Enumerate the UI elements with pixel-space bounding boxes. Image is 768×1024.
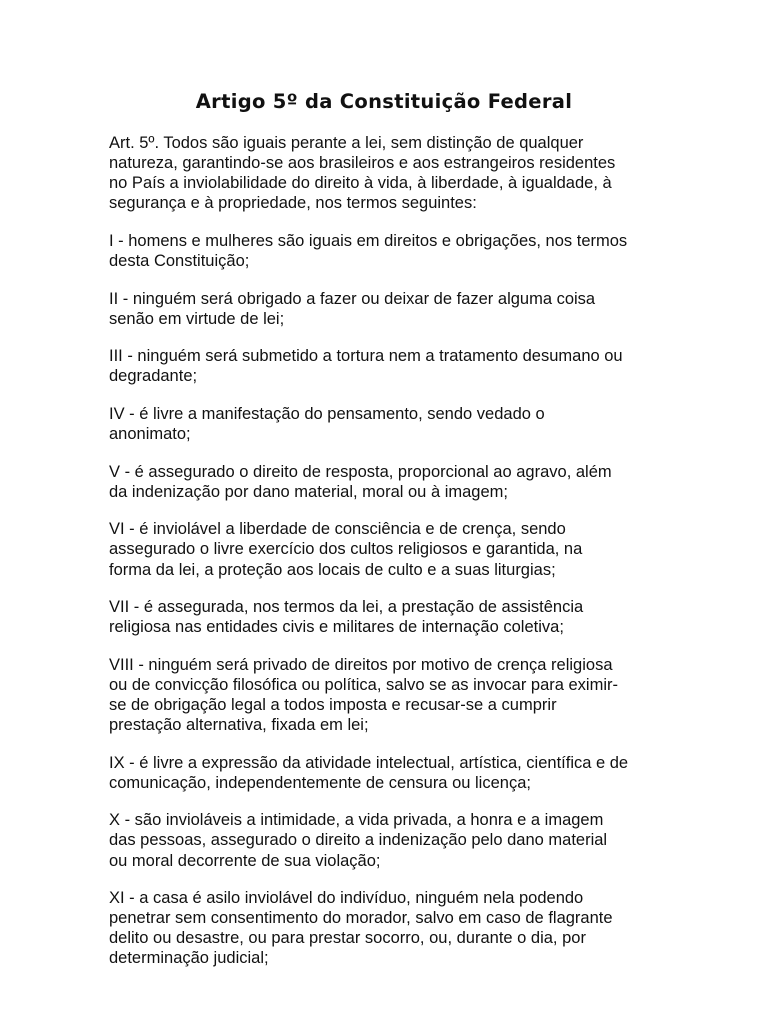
paragraph-line: IX - é livre a expressão da atividade intelectual, artística, científica e de bbox=[109, 753, 629, 772]
paragraph-line: III - ninguém será submetido a tortura nem a tratamento desumano ou bbox=[109, 347, 623, 366]
paragraph-line: delito ou desastre, ou para prestar socorro, ou, durante o dia, por bbox=[109, 929, 586, 948]
paragraph-line: no País a inviolabilidade do direito à vida, à liberdade, à igualdade, à bbox=[109, 174, 612, 193]
paragraph-line: segurança e à propriedade, nos termos seguintes: bbox=[109, 194, 477, 213]
paragraph-line: natureza, garantindo-se aos brasileiros e aos estrangeiros residentes bbox=[109, 154, 616, 173]
paragraph bbox=[109, 888, 669, 968]
paragraph-line: penetrar sem consentimento do morador, salvo em caso de flagrante bbox=[109, 909, 613, 928]
paragraph bbox=[109, 133, 669, 213]
paragraph bbox=[109, 231, 669, 271]
paragraph-line: determinação judicial; bbox=[109, 949, 269, 968]
paragraph-line: V - é assegurado o direito de resposta, proporcional ao agravo, além bbox=[109, 462, 612, 481]
paragraph-line: religiosa nas entidades civis e militares de internação coletiva; bbox=[109, 618, 564, 637]
paragraph-line: VI - é inviolável a liberdade de consciência e de crença, sendo bbox=[109, 520, 566, 539]
document-title: Artigo 5º da Constituição Federal bbox=[195, 90, 573, 113]
paragraph-line: VII - é assegurada, nos termos da lei, a prestação de assistência bbox=[109, 598, 584, 617]
paragraph-line: comunicação, independentemente de censura ou licença; bbox=[109, 773, 531, 792]
paragraph-line: I - homens e mulheres são iguais em direitos e obrigações, nos termos bbox=[109, 231, 628, 250]
paragraph-line: assegurado o livre exercício dos cultos religiosos e garantida, na bbox=[109, 540, 583, 559]
paragraph bbox=[109, 289, 669, 329]
paragraph-line: ou de convicção filosófica ou política, salvo se as invocar para eximir- bbox=[109, 675, 618, 694]
paragraph-line: X - são invioláveis a intimidade, a vida privada, a honra e a imagem bbox=[109, 811, 604, 830]
paragraph-line: forma da lei, a proteção aos locais de culto e a suas liturgias; bbox=[109, 560, 556, 579]
document-body bbox=[109, 133, 669, 986]
paragraph-line: senão em virtude de lei; bbox=[109, 309, 285, 328]
paragraph bbox=[109, 753, 669, 793]
paragraph bbox=[109, 597, 669, 637]
paragraph bbox=[109, 810, 669, 870]
paragraph bbox=[109, 462, 669, 502]
paragraph-line: VIII - ninguém será privado de direitos por motivo de crença religiosa bbox=[109, 655, 613, 674]
paragraph bbox=[109, 519, 669, 579]
paragraph-line: Art. 5º. Todos são iguais perante a lei, sem distinção de qualquer bbox=[109, 134, 584, 152]
paragraph-line: ou moral decorrente de sua violação; bbox=[109, 851, 381, 870]
paragraph-line: degradante; bbox=[109, 367, 198, 386]
paragraph bbox=[109, 655, 669, 735]
paragraph-line: IV - é livre a manifestação do pensamento, sendo vedado o bbox=[109, 404, 545, 423]
paragraph-line: da indenização por dano material, moral ou à imagem; bbox=[109, 482, 508, 501]
paragraph-line: XI - a casa é asilo inviolável do indivíduo, ninguém nela podendo bbox=[109, 889, 584, 908]
paragraph-line: prestação alternativa, fixada em lei; bbox=[109, 716, 369, 735]
paragraph-line: das pessoas, assegurado o direito a indenização pelo dano material bbox=[109, 831, 608, 850]
paragraph-line: anonimato; bbox=[109, 425, 191, 444]
paragraph-line: II - ninguém será obrigado a fazer ou deixar de fazer alguma coisa bbox=[109, 289, 596, 308]
paragraph bbox=[109, 346, 669, 386]
paragraph-line: desta Constituição; bbox=[109, 251, 250, 270]
paragraph bbox=[109, 404, 669, 444]
paragraph-line: se de obrigação legal a todos imposta e recusar-se a cumprir bbox=[109, 695, 557, 714]
